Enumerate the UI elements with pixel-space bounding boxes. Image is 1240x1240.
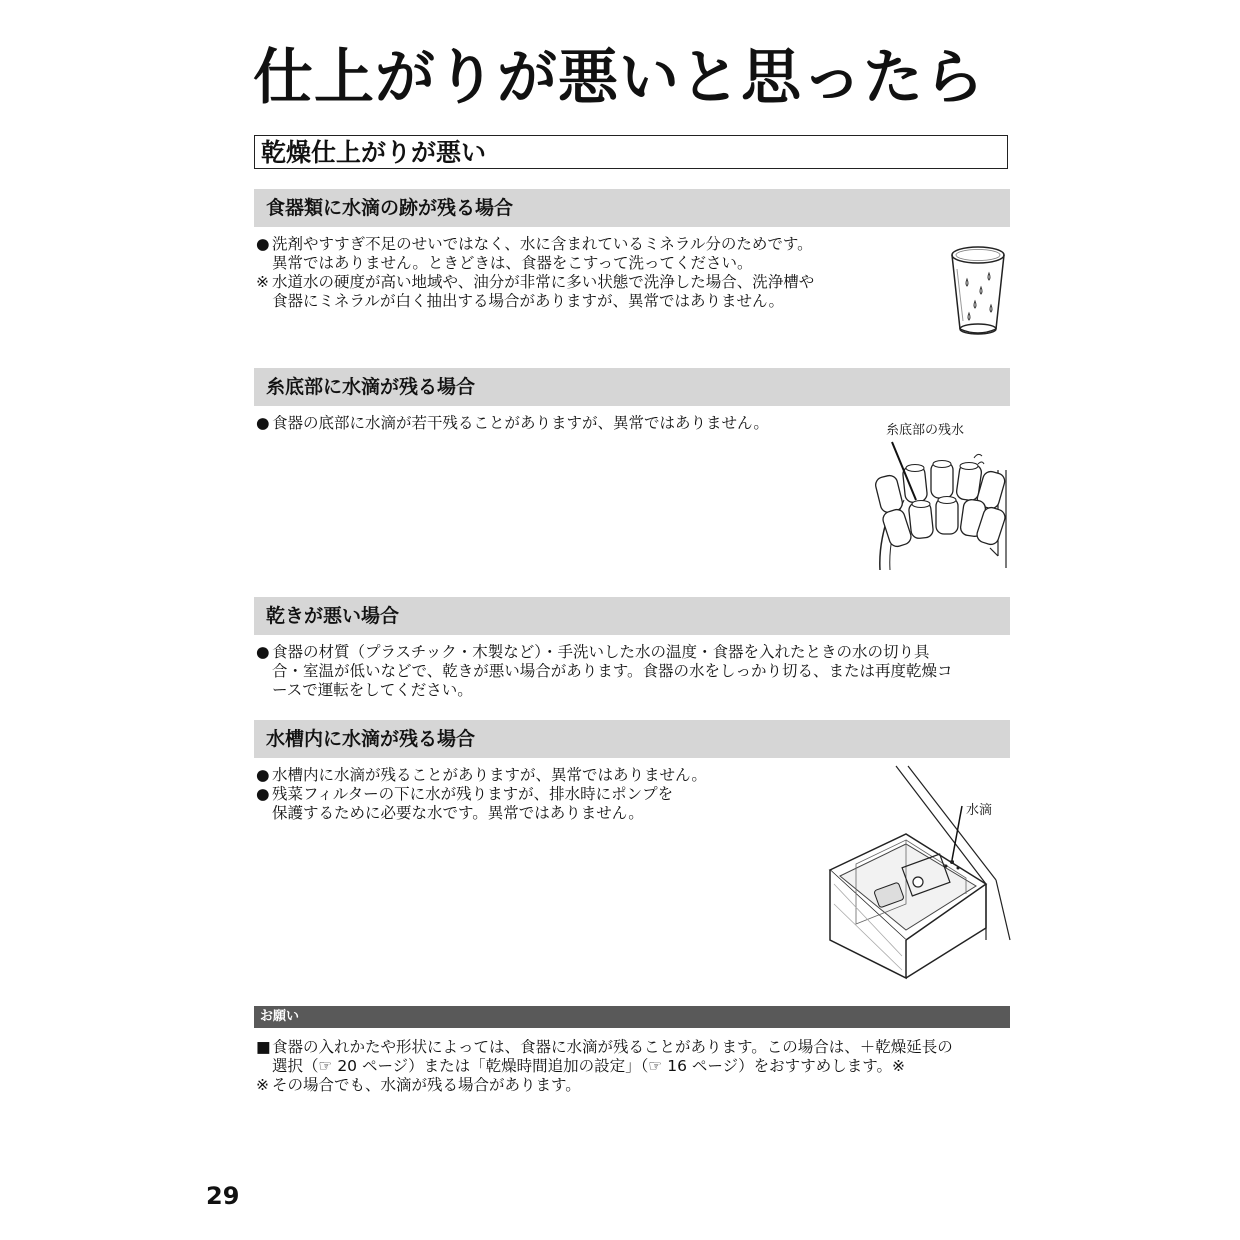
notice-tag: お願い [254,1006,1010,1028]
case-heading-foot-ring: 糸底部に水滴が残る場合 [254,368,1010,406]
figure-label-water-drops: 水滴 [966,803,993,818]
bullet-mark: ● [256,235,270,253]
text-line: ● 残菜フィルターの下に水が残りますが、排水時にポンプを [256,785,674,803]
cup-rack-illustration [866,436,1012,570]
notice-body [256,1038,1012,1095]
note-mark: ※ [256,273,269,291]
text-line: ■ 食器の入れかたや形状によっては、食器に水滴が残ることがあります。この場合は、＋乾燥延長の [256,1038,953,1056]
case-heading-water-spots: 食器類に水滴の跡が残る場合 [254,189,1010,227]
figure-label-foot-ring-water: 糸底部の残水 [886,423,965,438]
text-line: ● 洗剤やすすぎ不足のせいではなく、水に含まれているミネラル分のためです。 [256,235,813,253]
text-line: ースで運転をしてください。 [272,681,473,699]
text-line: 選択（☞ 20 ページ）または「乾燥時間追加の設定」（☞ 16 ページ）をおすすめします。※ [272,1057,905,1075]
glass-illustration [945,243,1011,339]
text-line: ※ 水道水の硬度が高い地域や、油分が非常に多い状態で洗浄した場合、洗浄槽や [256,273,815,291]
square-mark: ■ [256,1038,271,1056]
bullet-mark: ● [256,766,270,784]
page-title: 仕上がりが悪いと思ったら [253,43,985,113]
text-line: ● 食器の底部に水滴が若干残ることがありますが、異常ではありません。 [256,414,769,432]
case-body-foot-ring [256,414,856,433]
text-line: 合・室温が低いなどで、乾きが悪い場合があります。食器の水をしっかり切る、または再度乾燥コ [272,662,953,680]
case-heading-poor-drying: 乾きが悪い場合 [254,597,1010,635]
text-line: 食器にミネラルが白く抽出する場合がありますが、異常ではありません。 [272,292,784,310]
bullet-mark: ● [256,785,270,803]
text-line: ● 食器の材質（プラスチック・木製など）・手洗いした水の温度・食器を入れたときの水の切り具 [256,643,930,661]
case-body-poor-drying [256,643,1012,700]
note-mark: ※ [256,1076,269,1094]
text-line: ● 水槽内に水滴が残ることがありますが、異常ではありません。 [256,766,707,784]
case-heading-tub-water: 水槽内に水滴が残る場合 [254,720,1010,758]
text-line: 異常ではありません。ときどきは、食器をこすって洗ってください。 [272,254,753,272]
bullet-mark: ● [256,414,270,432]
case-body-tub-water [256,766,776,823]
text-line: ※ その場合でも、水滴が残る場合があります。 [256,1076,581,1094]
page-number: 29 [206,1182,240,1210]
case-body-water-spots [256,235,896,311]
text-line: 保護するために必要な水です。異常ではありません。 [272,804,644,822]
bullet-mark: ● [256,643,270,661]
section-title: 乾燥仕上がりが悪い [254,135,1008,169]
dishwasher-tub-illustration [826,764,1012,980]
